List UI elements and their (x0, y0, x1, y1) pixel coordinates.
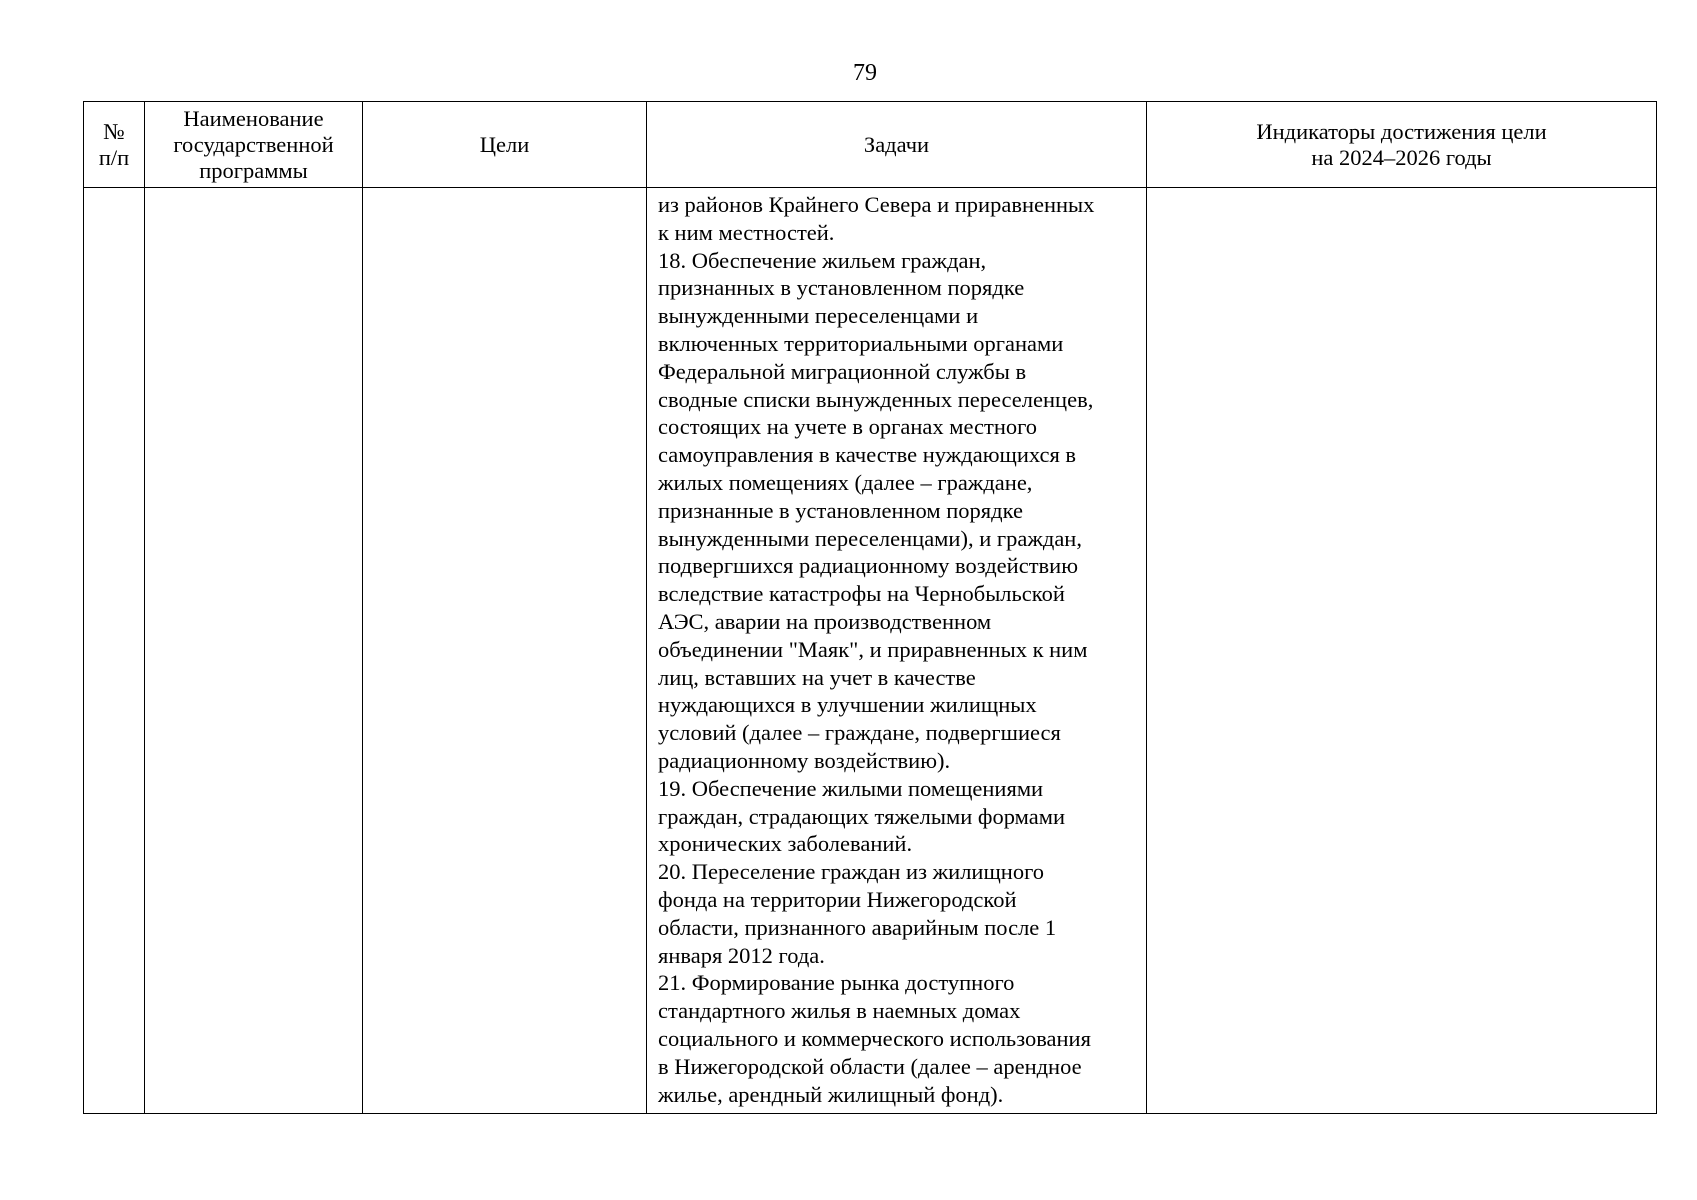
cell-program-name (145, 188, 363, 1114)
header-indicators: Индикаторы достижения цели на 2024–2026 годы (1147, 102, 1657, 188)
cell-goals (363, 188, 647, 1114)
table-header-row (84, 102, 1657, 188)
cell-indicators (1147, 188, 1657, 1114)
table-row (84, 188, 1657, 1114)
page-number: 79 (853, 60, 877, 86)
cell-tasks: из районов Крайнего Севера и приравненных к ним местностей. 18. Обеспечение жильем граждан, признанных в установленном порядке вынужденными переселенцами и включенных территориальными органами Федеральной миграционной службы в сводные списки вынужденных переселенцев, состоящих на учете в органах местного самоуправления в качестве нуждающихся в жилых помещениях (далее – граждане, признанные в установленном порядке вынужденными переселенцами), и граждан, подвергшихся радиационному воздействию вследствие катастрофы на Чернобыльской АЭС, аварии на производственном объединении "Маяк", и приравненных к ним лиц, вставших на учет в качестве нуждающихся в улучшении жилищных условий (далее – граждане, подвергшиеся радиационному воздействию). 19. Обеспечение жилыми помещениями граждан, страдающих тяжелыми формами хронических заболеваний. 20. Переселение граждан из жилищного фонда на территории Нижегородской области, признанного аварийным после 1 января 2012 года. 21. Формирование рынка доступного стандартного жилья в наемных домах социального и коммерческого использования в Нижегородской области (далее – арендное жилье, арендный жилищный фонд). (647, 188, 1147, 1114)
cell-number (84, 188, 145, 1114)
header-goals: Цели (363, 102, 647, 188)
header-number: № п/п (84, 102, 145, 188)
program-table (83, 101, 1657, 1114)
header-program-name: Наименование государственной программы (145, 102, 363, 188)
header-tasks: Задачи (647, 102, 1147, 188)
